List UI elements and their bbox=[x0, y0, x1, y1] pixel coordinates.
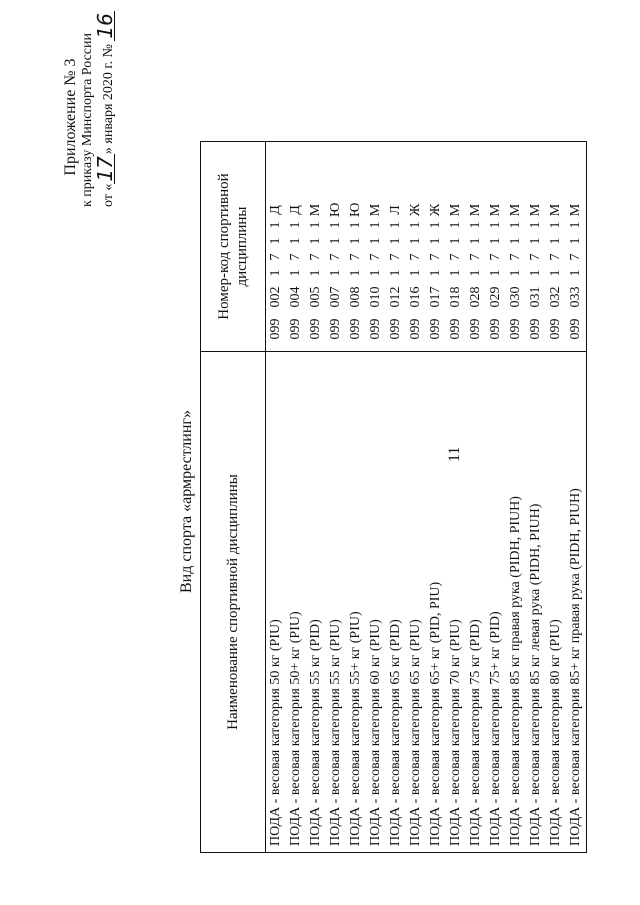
discipline-code bbox=[386, 142, 406, 352]
code-segment: 002 bbox=[268, 286, 283, 308]
code-segment: 1 bbox=[368, 221, 383, 229]
discipline-code bbox=[426, 142, 446, 352]
code-segment: 1 bbox=[528, 237, 543, 245]
code-segment: 007 bbox=[328, 286, 343, 308]
code-segment: 1 bbox=[528, 269, 543, 277]
table-row bbox=[366, 142, 386, 853]
code-segment: 099 bbox=[448, 318, 463, 340]
table-row bbox=[406, 142, 426, 853]
code-segment: 032 bbox=[548, 286, 563, 308]
date-day-handwritten: 17 bbox=[93, 156, 117, 182]
discipline-name: ПОДА - весовая категория 75+ кг (PID) bbox=[486, 352, 506, 853]
table-row bbox=[346, 142, 366, 853]
table-row bbox=[526, 142, 546, 853]
code-segment: 1 bbox=[288, 269, 303, 277]
code-segment: 1 bbox=[348, 269, 363, 277]
code-segment: 012 bbox=[388, 286, 403, 308]
code-segment: 7 bbox=[528, 253, 543, 261]
page-number: 11 bbox=[446, 446, 463, 462]
discipline-code bbox=[466, 142, 486, 352]
code-segment: 7 bbox=[328, 253, 343, 261]
table-row bbox=[386, 142, 406, 853]
code-segment: М bbox=[548, 203, 563, 217]
code-segment: 1 bbox=[488, 237, 503, 245]
discipline-code bbox=[306, 142, 326, 352]
code-segment: М bbox=[508, 203, 523, 217]
appendix-date-line bbox=[93, 7, 117, 207]
order-number-handwritten: 16 bbox=[93, 13, 117, 39]
discipline-name: ПОДА - весовая категория 65 кг (PIU) bbox=[406, 352, 426, 853]
code-segment: 1 bbox=[408, 221, 423, 229]
discipline-name: ПОДА - весовая категория 60 кг (PIU) bbox=[366, 352, 386, 853]
discipline-code bbox=[506, 142, 526, 352]
discipline-code bbox=[546, 142, 566, 352]
discipline-name: ПОДА - весовая категория 70 кг (PIU) bbox=[446, 352, 466, 853]
code-segment: 016 bbox=[408, 286, 423, 308]
code-segment: 1 bbox=[388, 269, 403, 277]
code-segment: М bbox=[568, 203, 583, 217]
discipline-code bbox=[566, 142, 587, 352]
code-segment: 7 bbox=[388, 253, 403, 261]
code-segment: 018 bbox=[448, 286, 463, 308]
table-row bbox=[566, 142, 587, 853]
discipline-code bbox=[526, 142, 546, 352]
code-segment: 1 bbox=[268, 221, 283, 229]
code-segment: Д bbox=[288, 205, 303, 215]
code-segment: Л bbox=[388, 205, 403, 215]
code-segment: 099 bbox=[488, 318, 503, 340]
code-segment: 099 bbox=[548, 318, 563, 340]
table-row bbox=[506, 142, 526, 853]
code-segment: 1 bbox=[348, 237, 363, 245]
code-segment: 1 bbox=[328, 237, 343, 245]
code-segment: 7 bbox=[508, 253, 523, 261]
code-segment: 1 bbox=[388, 221, 403, 229]
code-segment: 1 bbox=[328, 269, 343, 277]
code-segment: 7 bbox=[348, 253, 363, 261]
code-segment: 7 bbox=[408, 253, 423, 261]
table-row bbox=[546, 142, 566, 853]
code-segment: 1 bbox=[508, 269, 523, 277]
code-segment: 099 bbox=[268, 318, 283, 340]
discipline-code bbox=[366, 142, 386, 352]
discipline-name: ПОДА - весовая категория 85 кг левая рука (PIDH, PIUH) bbox=[526, 352, 546, 853]
code-segment: 1 bbox=[268, 269, 283, 277]
code-segment: 1 bbox=[428, 237, 443, 245]
discipline-name: ПОДА - весовая категория 55+ кг (PIU) bbox=[346, 352, 366, 853]
code-segment: 099 bbox=[428, 318, 443, 340]
discipline-code bbox=[406, 142, 426, 352]
code-segment: 1 bbox=[548, 221, 563, 229]
code-segment: 099 bbox=[388, 318, 403, 340]
code-segment: 1 bbox=[408, 269, 423, 277]
code-segment: 1 bbox=[448, 221, 463, 229]
code-segment: 1 bbox=[368, 269, 383, 277]
code-segment: 1 bbox=[308, 237, 323, 245]
code-segment: 7 bbox=[288, 253, 303, 261]
code-segment: 030 bbox=[508, 286, 523, 308]
appendix-title: Приложение № 3 bbox=[62, 58, 79, 176]
discipline-name: ПОДА - весовая категория 65+ кг (PID, PIU) bbox=[426, 352, 446, 853]
code-segment: Д bbox=[268, 205, 283, 215]
code-segment: 099 bbox=[368, 318, 383, 340]
discipline-code bbox=[446, 142, 466, 352]
code-segment: 099 bbox=[468, 318, 483, 340]
discipline-name: ПОДА - весовая категория 85+ кг правая рука (PIDH, PIUH) bbox=[566, 352, 587, 853]
code-segment: 099 bbox=[348, 318, 363, 340]
discipline-name: ПОДА - весовая категория 80 кг (PIU) bbox=[546, 352, 566, 853]
table-row bbox=[426, 142, 446, 853]
code-segment: 031 bbox=[528, 286, 543, 308]
header-discipline-name: Наименование спортивной дисциплины bbox=[201, 352, 266, 853]
code-segment: 1 bbox=[428, 269, 443, 277]
code-segment: 004 bbox=[288, 286, 303, 308]
discipline-code bbox=[286, 142, 306, 352]
code-segment: 099 bbox=[288, 318, 303, 340]
code-segment: 7 bbox=[308, 253, 323, 261]
appendix-order-ref: к приказу Минспорта России bbox=[80, 33, 95, 207]
table-row bbox=[486, 142, 506, 853]
code-segment: 005 bbox=[308, 286, 323, 308]
appendix-header bbox=[62, 7, 117, 207]
code-segment: М bbox=[488, 203, 503, 217]
code-segment: 1 bbox=[288, 237, 303, 245]
code-segment: 1 bbox=[468, 221, 483, 229]
code-segment: М bbox=[468, 203, 483, 217]
code-segment: Ю bbox=[348, 202, 363, 217]
code-segment: 099 bbox=[568, 318, 583, 340]
code-segment: 1 bbox=[508, 237, 523, 245]
code-segment: 7 bbox=[268, 253, 283, 261]
code-segment: 1 bbox=[548, 269, 563, 277]
code-segment: Ю bbox=[328, 202, 343, 217]
code-segment: М bbox=[308, 203, 323, 217]
table-row bbox=[266, 142, 287, 853]
code-segment: 1 bbox=[568, 221, 583, 229]
code-segment: 010 bbox=[368, 286, 383, 308]
code-segment: 7 bbox=[488, 253, 503, 261]
code-segment: 008 bbox=[348, 286, 363, 308]
table-row bbox=[326, 142, 346, 853]
code-segment: 1 bbox=[288, 221, 303, 229]
code-segment: 028 bbox=[468, 286, 483, 308]
code-segment: 1 bbox=[568, 269, 583, 277]
code-segment: 1 bbox=[428, 221, 443, 229]
code-segment: 017 bbox=[428, 286, 443, 308]
discipline-name: ПОДА - весовая категория 50 кг (PIU) bbox=[266, 352, 287, 853]
discipline-code bbox=[326, 142, 346, 352]
code-segment: Ж bbox=[428, 203, 443, 217]
discipline-name: ПОДА - весовая категория 55 кг (PID) bbox=[306, 352, 326, 853]
code-segment: 1 bbox=[408, 237, 423, 245]
discipline-name: ПОДА - весовая категория 75 кг (PID) bbox=[466, 352, 486, 853]
code-segment: 1 bbox=[508, 221, 523, 229]
discipline-code bbox=[486, 142, 506, 352]
code-segment: 1 bbox=[468, 237, 483, 245]
code-segment: 099 bbox=[328, 318, 343, 340]
code-segment: 1 bbox=[368, 237, 383, 245]
code-segment: 1 bbox=[548, 237, 563, 245]
code-segment: 1 bbox=[488, 269, 503, 277]
table-row bbox=[306, 142, 326, 853]
discipline-name: ПОДА - весовая категория 85 кг правая рука (PIDH, PIUH) bbox=[506, 352, 526, 853]
code-segment: 1 bbox=[268, 237, 283, 245]
code-segment: 1 bbox=[488, 221, 503, 229]
code-segment: 1 bbox=[448, 237, 463, 245]
code-segment: 099 bbox=[528, 318, 543, 340]
code-segment: М bbox=[448, 203, 463, 217]
code-segment: 099 bbox=[308, 318, 323, 340]
code-segment: 1 bbox=[568, 237, 583, 245]
code-segment: 7 bbox=[568, 253, 583, 261]
discipline-code bbox=[346, 142, 366, 352]
code-segment: 1 bbox=[388, 237, 403, 245]
table-row bbox=[466, 142, 486, 853]
code-segment: 1 bbox=[468, 269, 483, 277]
code-segment: 1 bbox=[308, 221, 323, 229]
code-segment: 1 bbox=[308, 269, 323, 277]
code-segment: 1 bbox=[328, 221, 343, 229]
discipline-name: ПОДА - весовая категория 65 кг (PID) bbox=[386, 352, 406, 853]
code-segment: М bbox=[528, 203, 543, 217]
date-prefix: от « bbox=[101, 183, 116, 207]
disciplines-table bbox=[200, 141, 587, 853]
code-segment: 7 bbox=[448, 253, 463, 261]
code-segment: 7 bbox=[468, 253, 483, 261]
discipline-name: ПОДА - весовая категория 50+ кг (PIU) bbox=[286, 352, 306, 853]
code-segment: 029 bbox=[488, 286, 503, 308]
code-segment: 1 bbox=[348, 221, 363, 229]
code-segment: 099 bbox=[408, 318, 423, 340]
table-row bbox=[286, 142, 306, 853]
date-suffix: » января 2020 г. № bbox=[101, 44, 116, 155]
code-segment: 099 bbox=[508, 318, 523, 340]
code-segment: 7 bbox=[548, 253, 563, 261]
discipline-code bbox=[266, 142, 287, 352]
discipline-name: ПОДА - весовая категория 55 кг (PIU) bbox=[326, 352, 346, 853]
code-segment: Ж bbox=[408, 203, 423, 217]
header-discipline-code: Номер-код спортивной дисциплины bbox=[201, 142, 266, 352]
code-segment: 033 bbox=[568, 286, 583, 308]
code-segment: М bbox=[368, 203, 383, 217]
code-segment: 7 bbox=[368, 253, 383, 261]
sport-title: Вид спорта «армрестлинг» bbox=[178, 410, 195, 593]
code-segment: 1 bbox=[528, 221, 543, 229]
code-segment: 7 bbox=[428, 253, 443, 261]
table-row bbox=[446, 142, 466, 853]
code-segment: 1 bbox=[448, 269, 463, 277]
